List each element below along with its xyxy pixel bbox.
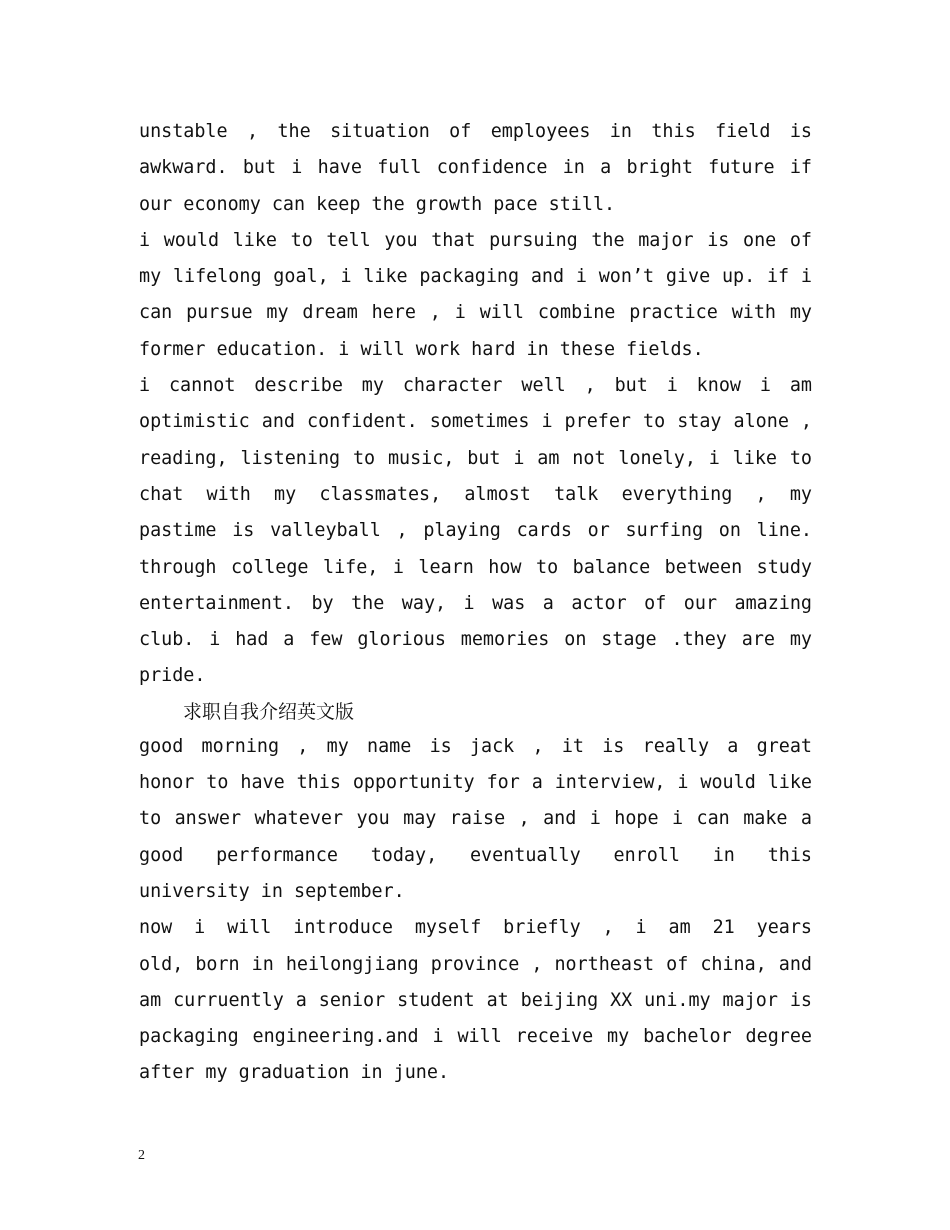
text-line: good morning , my name is jack , it is really a great bbox=[139, 735, 812, 757]
text-line: now i will introduce myself briefly , i am 21 years bbox=[139, 917, 812, 939]
text-line: club. i had a few glorious memories on stage .they are my bbox=[139, 629, 812, 651]
text-line: after my graduation in june. bbox=[139, 1062, 450, 1084]
text-line: optimistic and confident. sometimes i prefer to stay alone , bbox=[139, 411, 812, 433]
section-heading: 求职自我介绍英文版 bbox=[183, 700, 355, 723]
text-line: university in september. bbox=[139, 880, 405, 902]
text-line: pride. bbox=[139, 665, 206, 687]
text-line: can pursue my dream here , i will combine practice with my bbox=[139, 302, 812, 324]
page-number: 2 bbox=[138, 1148, 145, 1163]
text-line: am curruently a senior student at beijing XX uni.my major is bbox=[139, 989, 812, 1011]
page-body bbox=[139, 114, 812, 1092]
text-line: awkward. but i have full confidence in a bright future if bbox=[139, 157, 812, 179]
text-line: honor to have this opportunity for a interview, i would like bbox=[139, 772, 812, 794]
text-line: my lifelong goal, i like packaging and i won’t give up. if i bbox=[139, 266, 812, 288]
text-line: packaging engineering.and i will receive my bachelor degree bbox=[139, 1026, 812, 1048]
text-line: i cannot describe my character well , but i know i am bbox=[139, 375, 812, 397]
text-line: former education. i will work hard in these fields. bbox=[139, 338, 704, 360]
text-line: entertainment. by the way, i was a actor of our amazing bbox=[139, 592, 812, 614]
text-line: old, born in heilongjiang province , northeast of china, and bbox=[139, 953, 812, 975]
text-line: unstable , the situation of employees in this field is bbox=[139, 121, 812, 142]
text-line: i would like to tell you that pursuing the major is one of bbox=[139, 229, 812, 251]
text-line: good performance today, eventually enroll in this bbox=[139, 844, 812, 866]
text-line: pastime is valleyball , playing cards or surfing on line. bbox=[139, 520, 812, 542]
text-line: chat with my classmates, almost talk everything , my bbox=[139, 483, 812, 505]
text-line: through college life, i learn how to balance between study bbox=[139, 556, 812, 578]
text-line: our economy can keep the growth pace still. bbox=[139, 193, 616, 215]
text-line: to answer whatever you may raise , and i hope i can make a bbox=[139, 808, 812, 830]
text-line: reading, listening to music, but i am not lonely, i like to bbox=[139, 447, 812, 469]
